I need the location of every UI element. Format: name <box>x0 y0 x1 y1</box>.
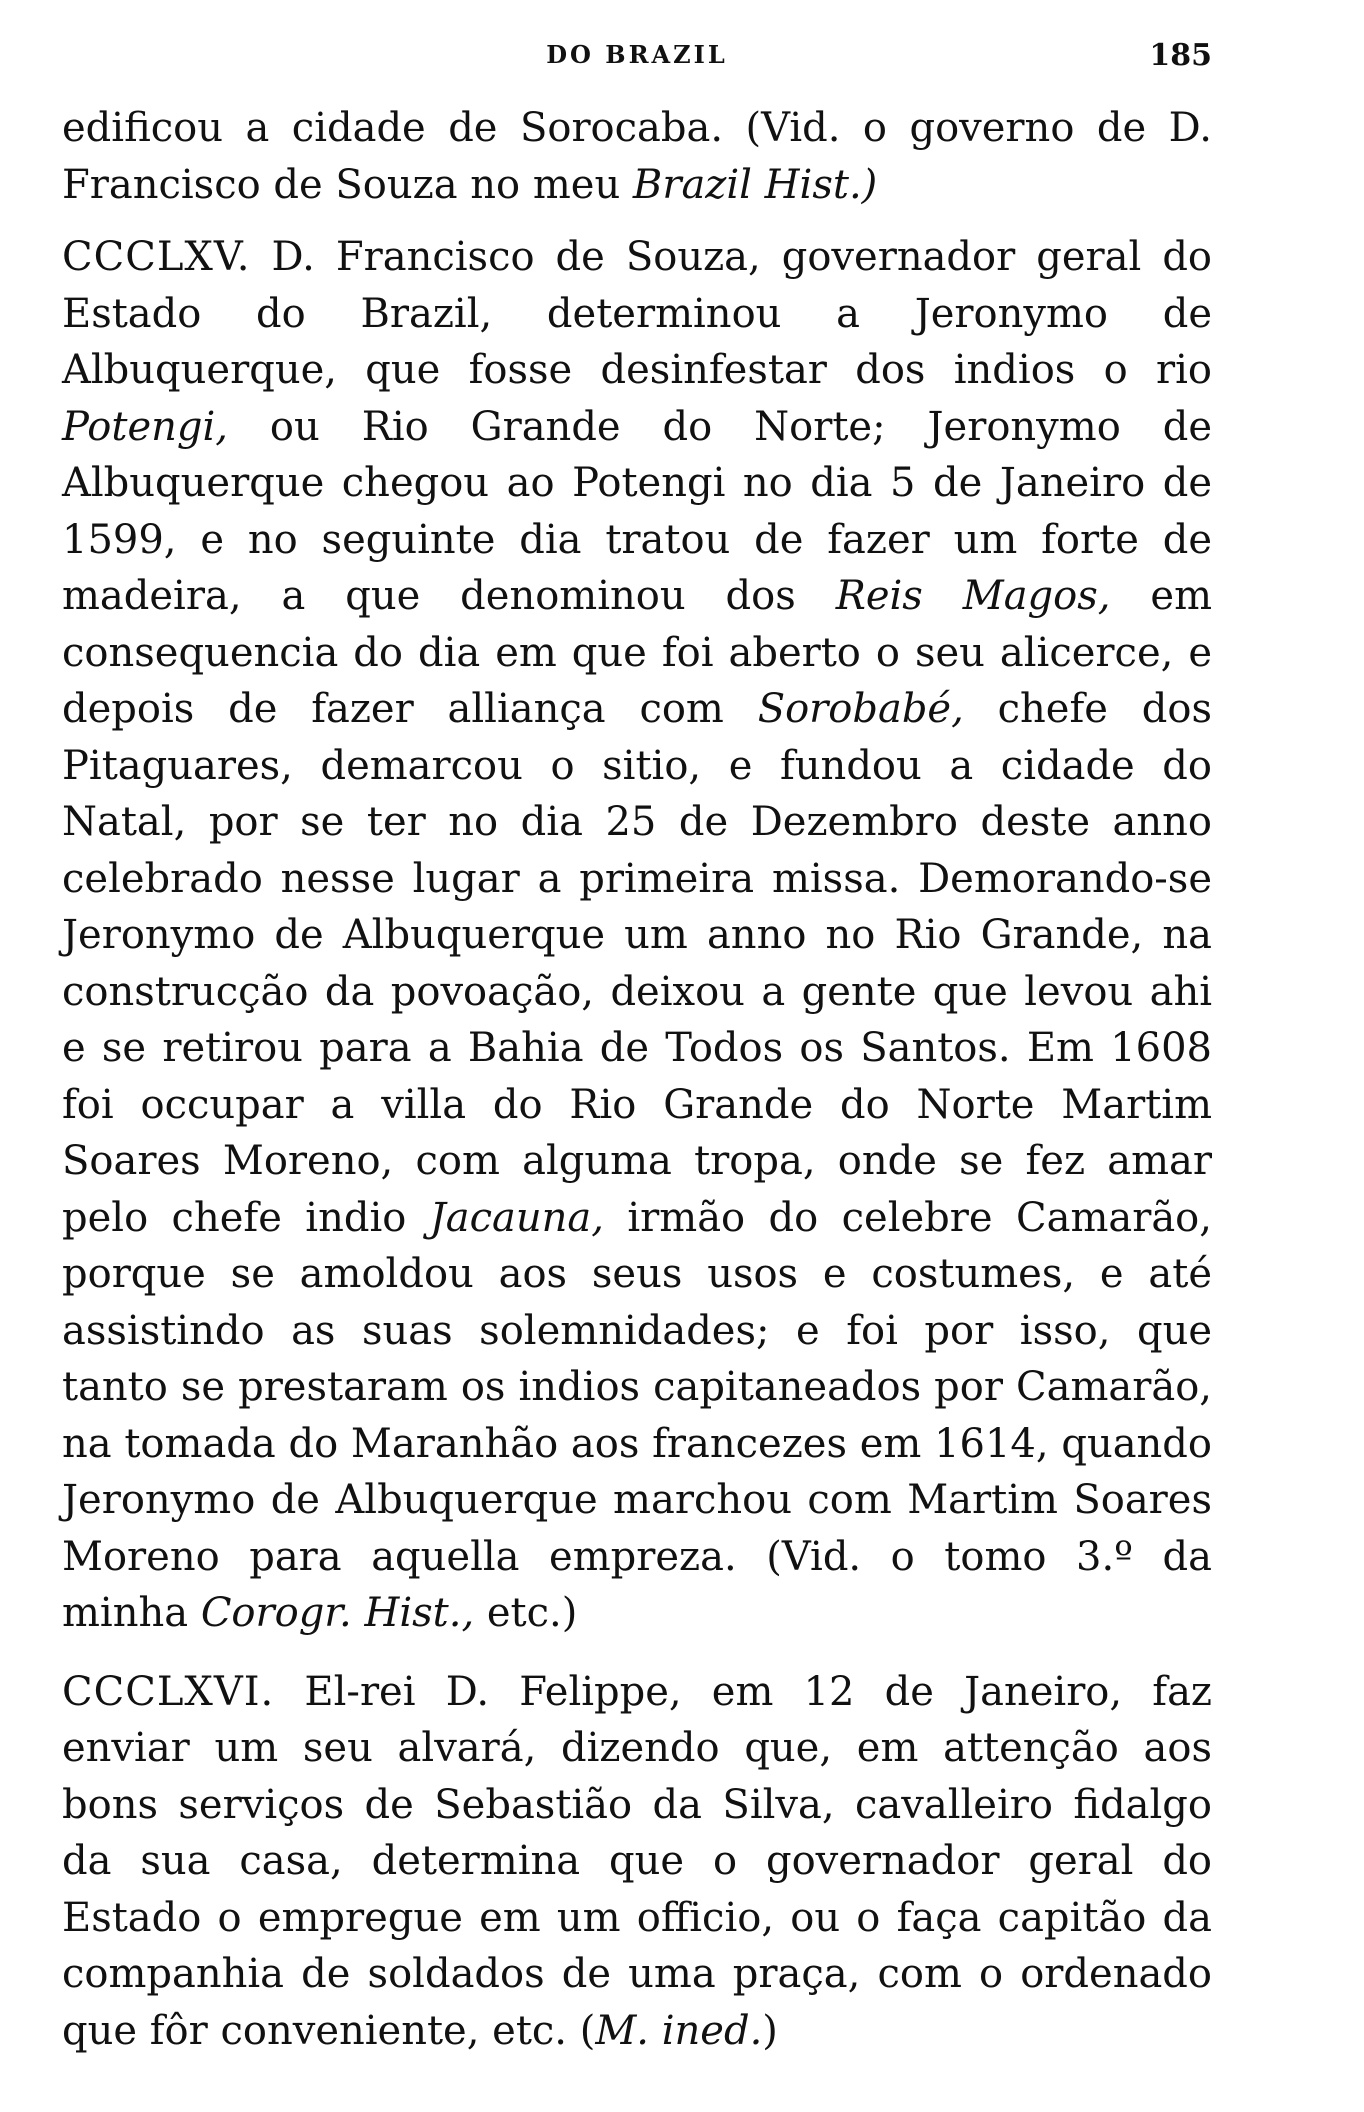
entry-numeral: CCCLXVI. <box>62 1668 275 1715</box>
continuation-text: edificou a cidade de Sorocaba. (Vid. o governo de D. Francisco de Souza no meu <box>62 105 1212 208</box>
entry-text: ou Rio Grande do Norte; Jeronymo de Albuquerque chegou ao Potengi no dia 5 de Janeiro de 1599, e no seguinte dia tratou de fazer um forte de madeira, a que denominou dos <box>62 403 1212 619</box>
entry-ccclxv <box>62 229 1212 1642</box>
entry-text: etc.) <box>474 1590 578 1636</box>
entry-italic: Reis Magos, <box>835 573 1111 619</box>
entry-italic: Potengi, <box>62 403 228 450</box>
entry-text: em consequencia do dia em que foi aberto o seu alicerce, e depois de fazer alliança com <box>62 573 1213 732</box>
entry-italic: Corogr. Hist., <box>200 1590 475 1636</box>
running-head-title: DO BRAZIL <box>546 40 728 69</box>
entry-text: D. Francisco de Souza, governador geral do Estado do Brazil, determinou a Jeronymo de Albuquerque, que fosse desinfestar dos indios o rio <box>62 234 1212 393</box>
entry-text: chefe dos Pitaguares, demarcou o sitio, e fundou a cidade do Natal, por se ter no dia 25 de Dezembro deste anno celebrado nesse lugar a primeira missa. Demorando-se Jeronymo de Albuquerque um anno no Rio Grande, na construcção da povoação, deixou a gente que levou ahi e se retirou para a Bahia de Todos os Santos. Em 1608 foi occupar a villa do Rio Grande do Norte Martim Soares Moreno, com alguma tropa, onde se fez amar pelo chefe indio <box>62 686 1212 1241</box>
entry-ccclxvi <box>62 1664 1212 2060</box>
entry-text: El-rei D. Felippe, em 12 de Janeiro, faz enviar um seu alvará, dizendo que, em attenção aos bons serviços de Sebastião da Silva, cavalleiro fidalgo da sua casa, determina que o governador geral do Estado o empregue em um officio, ou o faça capitão da companhia de soldados de uma praça, com o ordenado que fôr conveniente, etc. ( <box>62 1668 1212 2054</box>
entry-text: irmão do celebre Camarão, porque se amoldou aos seus usos e costumes, e até assistindo as suas solemnidades; e foi por isso, que tanto se prestaram os indios capitaneados por Camarão, na tomada do Maranhão aos francezes em 1614, quando Jeronymo de Albuquerque marchou com Martim Soares Moreno para aquella empreza. (Vid. o tomo 3.º da minha <box>62 1194 1212 1636</box>
entry-italic: M. ined. <box>595 2007 763 2054</box>
continuation-paragraph <box>62 100 1212 213</box>
entry-text: ) <box>762 2007 778 2054</box>
entry-italic: Sorobabé, <box>757 686 964 732</box>
book-page <box>62 0 1212 2059</box>
page-number: 185 <box>1149 38 1212 73</box>
body-text <box>62 100 1212 2059</box>
entry-numeral: CCCLXV. <box>62 234 251 280</box>
entry-italic: Jacauna, <box>429 1194 604 1241</box>
continuation-citation: Brazil Hist.) <box>632 161 878 208</box>
running-head <box>62 0 1212 100</box>
